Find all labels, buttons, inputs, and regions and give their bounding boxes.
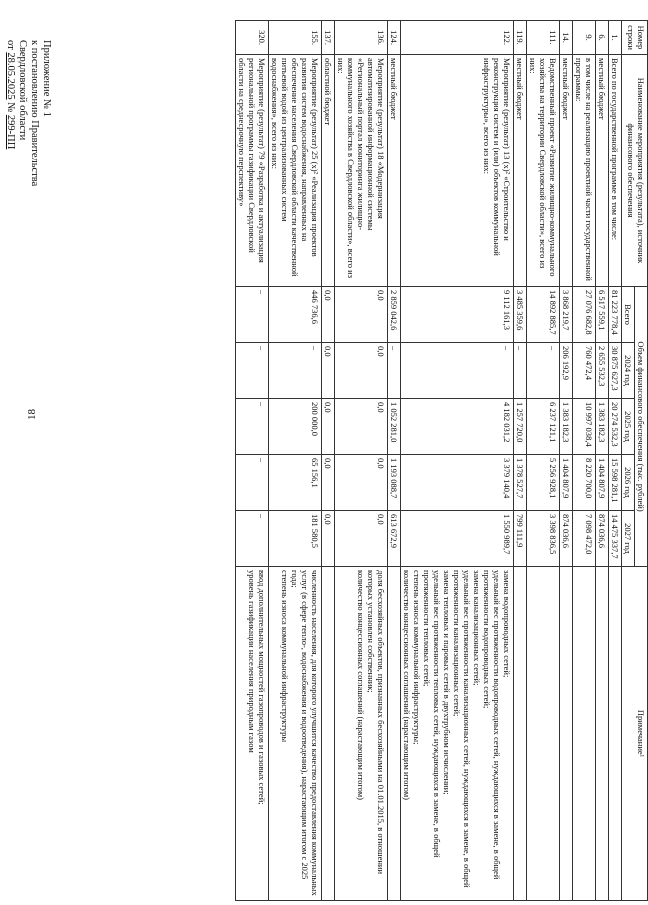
row-number: 122. <box>401 21 514 55</box>
cell-2027: – <box>236 511 269 567</box>
header-2027: 2027 год <box>622 511 635 567</box>
table-row <box>514 21 527 901</box>
cell-note: замена водопроводных сетей; удельный вес протяженности водопроводных сетей, нуждающихся в замене, в общей протяженности водопроводных сетей; замена канализационных сетей; удельный вес протяженности канализационных сетей, нуждающихся в замене, в общей протяженности канализационных сетей; замена тепловых и паровых сетей в двухтрубном исчислении; удельный вес протяженности тепловых сетей, нуждающихся в замене, в общей протяженности тепловых сетей; степень износа коммунальной инфраструктуры; количество концессионных соглашений (нарастающим итогом) <box>401 567 514 901</box>
cell-total: 0,0 <box>322 287 335 343</box>
cell-2026: 15 598 281,1 <box>609 455 622 511</box>
cell-note <box>596 567 609 901</box>
table-body <box>236 21 622 901</box>
row-number: 9. <box>573 21 596 55</box>
row-number: 124. <box>388 21 401 55</box>
cell-2024: 30 875 627,3 <box>609 343 622 399</box>
header-row-no: Номер строки <box>622 21 648 55</box>
cell-2025: 10 997 038,4 <box>573 399 596 455</box>
cell-2024: 0,0 <box>335 343 388 399</box>
row-name: местный бюджет <box>388 55 401 287</box>
row-name: Всего по государственной программе в том числе: <box>609 55 622 287</box>
cell-note <box>527 567 560 901</box>
cell-2026: 1 378 527,7 <box>514 455 527 511</box>
table-row <box>560 21 573 901</box>
cell-2025: 1 383 182,3 <box>560 399 573 455</box>
cell-total: 446 736,6 <box>269 287 322 343</box>
table-row <box>527 21 560 901</box>
cell-2025: – <box>236 399 269 455</box>
cell-2027: 0,0 <box>322 511 335 567</box>
table-row <box>269 21 322 901</box>
cell-note: ввод дополнительных мощностей газопроводов и газовых сетей; уровень газификации населения природным газом <box>236 567 269 901</box>
cell-2025: 6 237 121,1 <box>527 399 560 455</box>
row-number: 136. <box>335 21 388 55</box>
row-number: 137. <box>322 21 335 55</box>
row-number: 320. <box>236 21 269 55</box>
row-name: Мероприятие (результат) 79 «Разработка и актуализация региональной программы газификации Свердловской области на среднесрочную перспективу» <box>236 55 269 287</box>
date-prefix: от <box>5 40 16 50</box>
cell-2026: 1 404 807,9 <box>596 455 609 511</box>
header-note: Примечание¹ <box>622 567 648 901</box>
rotated-table-area <box>108 20 648 900</box>
cell-2027: 0,0 <box>335 511 388 567</box>
cell-2027: 1 550 989,7 <box>401 511 514 567</box>
cell-note <box>560 567 573 901</box>
cell-2024: – <box>388 343 401 399</box>
page-number: 18 <box>26 409 38 420</box>
cell-total: 3 485 359,6 <box>514 287 527 343</box>
appendix-title: Приложение № 1 <box>41 40 52 117</box>
row-name: Ведомственный проект «Развитие жилищно-коммунального хозяйства на территории Свердловской области», всего из них: <box>527 55 560 287</box>
header-2024: 2024 год <box>622 343 635 399</box>
cell-2026: 3 379 140,4 <box>401 455 514 511</box>
cell-total: 14 892 885,7 <box>527 287 560 343</box>
appendix-subtitle: к постановлению Правительства <box>29 40 40 187</box>
cell-2024: – <box>527 343 560 399</box>
header-name: Наименование мероприятия (результата), источник финансового обеспечения <box>622 55 648 287</box>
cell-2024: – <box>236 343 269 399</box>
cell-2026: 5 256 928,1 <box>527 455 560 511</box>
cell-2024: 760 472,4 <box>573 343 596 399</box>
cell-2027: 14 475 337,7 <box>609 511 622 567</box>
cell-total: – <box>236 287 269 343</box>
cell-total: 3 868 219,7 <box>560 287 573 343</box>
table-row <box>388 21 401 901</box>
cell-note <box>514 567 527 901</box>
row-number: 155. <box>269 21 322 55</box>
cell-2027: 799 111,9 <box>514 511 527 567</box>
cell-2026: 8 220 700,0 <box>573 455 596 511</box>
cell-2024: 206 192,9 <box>560 343 573 399</box>
cell-2025: 1 383 182,3 <box>596 399 609 455</box>
row-name: местный бюджет <box>560 55 573 287</box>
cell-total: 9 112 161,3 <box>401 287 514 343</box>
cell-2027: 7 098 472,0 <box>573 511 596 567</box>
cell-2024: – <box>401 343 514 399</box>
cell-2025: 0,0 <box>335 399 388 455</box>
cell-total: 27 076 682,8 <box>573 287 596 343</box>
cell-2027: 874 036,6 <box>560 511 573 567</box>
cell-2026: 65 156,1 <box>269 455 322 511</box>
cell-2026: 0,0 <box>335 455 388 511</box>
header-total: Всего <box>622 287 635 343</box>
row-name: областной бюджет <box>322 55 335 287</box>
table-row <box>322 21 335 901</box>
appendix-region: Свердловской области <box>17 40 28 141</box>
cell-note: доля бесхозяйных объектов, признанных бесхозяйными на 01.01.2015, в отношении которых установлен собственник; количество концессионных соглашений (нарастающим итогом) <box>335 567 388 901</box>
cell-2027: 181 580,5 <box>269 511 322 567</box>
row-number: 1. <box>609 21 622 55</box>
header-2026: 2026 год <box>622 455 635 511</box>
row-name: Мероприятие (результат) 18 «Модернизация автоматизированной информационной системы «Региональный портал мониторинга жилищно-коммунального хозяйства в Свердловской области», всего из них: <box>335 55 388 287</box>
cell-2026: – <box>236 455 269 511</box>
cell-2026: 0,0 <box>322 455 335 511</box>
row-name: в том числе на реализацию проектной части государственной программы: <box>573 55 596 287</box>
appendix-number: 299-ПП <box>5 114 16 150</box>
cell-total: 2 859 042,6 <box>388 287 401 343</box>
table-row <box>335 21 388 901</box>
appendix-date: 28.05.2025 <box>5 52 16 100</box>
funding-table <box>235 20 648 901</box>
number-prefix: № <box>5 102 16 113</box>
cell-2025: 4 182 031,2 <box>401 399 514 455</box>
row-name: местный бюджет <box>514 55 527 287</box>
table-row <box>573 21 596 901</box>
cell-2025: 1 257 720,0 <box>514 399 527 455</box>
cell-2024: – <box>269 343 322 399</box>
cell-total: 81 223 778,4 <box>609 287 622 343</box>
row-number: 6. <box>596 21 609 55</box>
row-number: 111. <box>527 21 560 55</box>
cell-total: 0,0 <box>335 287 388 343</box>
table-row <box>401 21 514 901</box>
cell-note <box>609 567 622 901</box>
row-name: Мероприятие (результат) 13 (x)² «Строительство и реконструкция систем и (или) объектов коммунальной инфраструктуры», всего из них: <box>401 55 514 287</box>
header-2025: 2025 год <box>622 399 635 455</box>
cell-2025: 1 052 281,0 <box>388 399 401 455</box>
cell-2026: 1 193 088,7 <box>388 455 401 511</box>
cell-2024: 2 655 532,3 <box>596 343 609 399</box>
cell-total: 6 517 559,1 <box>596 287 609 343</box>
row-number: 119. <box>514 21 527 55</box>
row-name: местный бюджет <box>596 55 609 287</box>
cell-2024: – <box>514 343 527 399</box>
row-number: 14. <box>560 21 573 55</box>
table-row <box>236 21 269 901</box>
appendix-header <box>4 40 52 190</box>
cell-note <box>573 567 596 901</box>
cell-2025: 20 274 532,3 <box>609 399 622 455</box>
appendix-date-line <box>4 40 16 190</box>
table-row <box>609 21 622 901</box>
cell-2027: 3 398 836,5 <box>527 511 560 567</box>
cell-2025: 0,0 <box>322 399 335 455</box>
cell-note: численность населения, для которого улучшится качество предоставления коммунальных услуг (в сфере тепло-, водоснабжения и водоотведения), нарастающим итогом с 2025 года; степень износа коммунальной инфраструктуры <box>269 567 322 901</box>
cell-note <box>388 567 401 901</box>
cell-note <box>322 567 335 901</box>
cell-2024: 0,0 <box>322 343 335 399</box>
cell-2027: 613 672,9 <box>388 511 401 567</box>
cell-2025: 200 000,0 <box>269 399 322 455</box>
cell-2026: 1 404 807,9 <box>560 455 573 511</box>
row-name: Мероприятие (результат) 25 (x)² «Реализация проектов развития систем водоснабжения, направленных на обеспечение населения Свердловской области качественной питьевой водой из централизованных систем водоснабжения», всего из них: <box>269 55 322 287</box>
header-funding: Объем финансового обеспечения (тыс. рублей) <box>635 287 648 567</box>
table-row <box>596 21 609 901</box>
cell-2027: 874 036,6 <box>596 511 609 567</box>
